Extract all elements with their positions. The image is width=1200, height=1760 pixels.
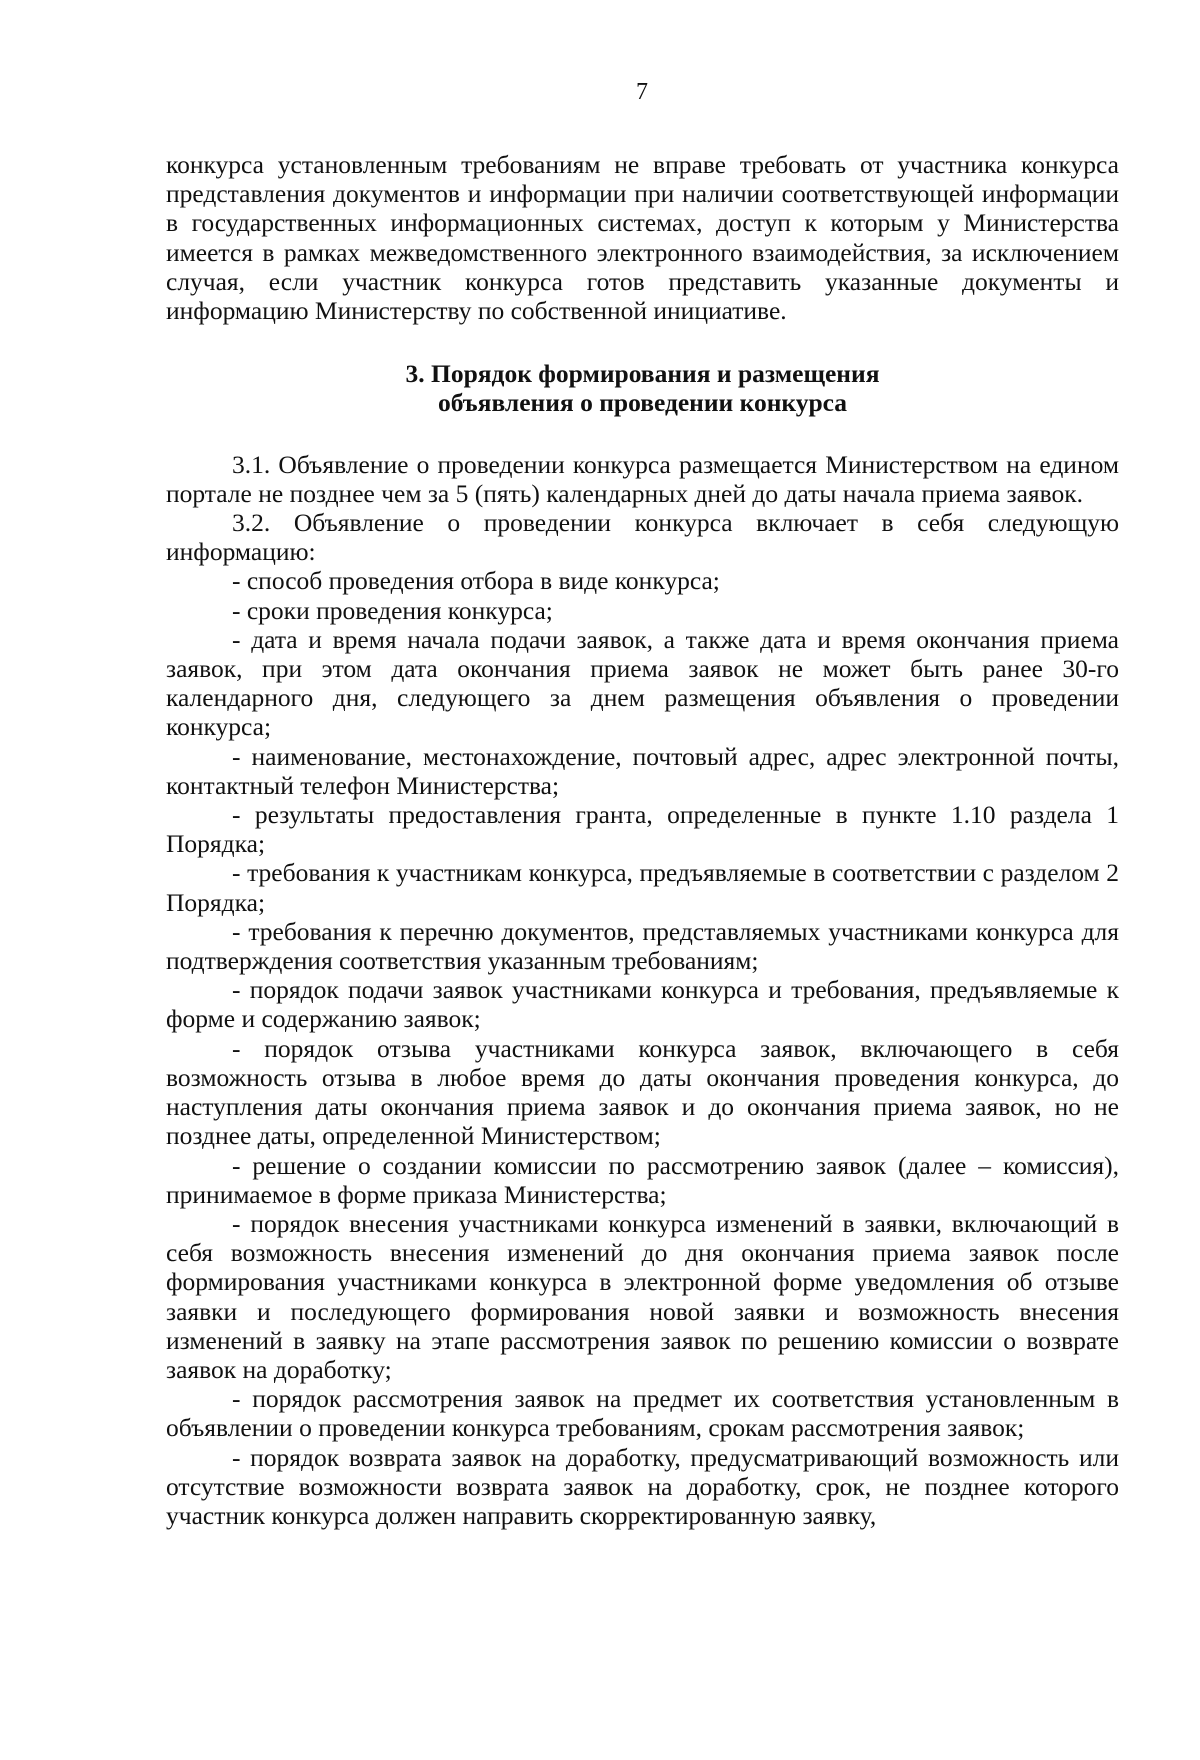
list-item: - решение о создании комиссии по рассмотрению заявок (далее – комиссия), принимаемое в форме приказа Министерства; xyxy=(166,1150,1119,1209)
list-item: - порядок рассмотрения заявок на предмет их соответствия установленным в объявлении о проведении конкурса требованиям, срокам рассмотрения заявок; xyxy=(166,1384,1119,1443)
list-item: - наименование, местонахождение, почтовый адрес, адрес электронной почты, контактный телефон Министерства; xyxy=(166,741,1119,800)
intro-paragraph: конкурса установленным требованиям не вправе требовать от участника конкурса представления документов и информации при наличии соответствующей информации в государственных информационных системах, доступ к которым у Министерства имеется в рамках межведомственного электронного взаимодействия, за исключением случая, если участник конкурса готов представить указанные документы и информацию Министерству по собственной инициативе. xyxy=(166,150,1119,326)
list-item: - порядок подачи заявок участниками конкурса и требования, предъявляемые к форме и содержанию заявок; xyxy=(166,975,1119,1034)
list-item: - способ проведения отбора в виде конкурса; xyxy=(232,566,720,596)
list-item: - результаты предоставления гранта, определенные в пункте 1.10 раздела 1 Порядка; xyxy=(166,800,1119,859)
list-item: - порядок возврата заявок на доработку, предусматривающий возможность или отсутствие возможности возврата заявок на доработку, срок, не позднее которого участник конкурса должен направить скорректированную заявку, xyxy=(166,1442,1119,1530)
list-item: - сроки проведения конкурса; xyxy=(232,595,553,625)
list-item: - порядок внесения участниками конкурса изменений в заявки, включающий в себя возможность внесения изменений до дня окончания приема заявок после формирования участниками конкурса в электронной форме уведомления об отзыве заявки и последующего формирования новой заявки и возможность внесения изменений в заявку на этапе рассмотрения заявок по решению комиссии о возврате заявок на доработку; xyxy=(166,1208,1119,1384)
section-heading-line-2: объявления о проведении конкурса xyxy=(437,388,848,418)
paragraph-3-2: 3.2. Объявление о проведении конкурса включает в себя следующую информацию: xyxy=(166,508,1119,567)
list-item: - требования к перечню документов, представляемых участниками конкурса для подтверждения соответствия указанным требованиям; xyxy=(166,916,1119,976)
section-heading-line-1: 3. Порядок формирования и размещения xyxy=(405,359,880,389)
section-heading xyxy=(166,359,1119,417)
list-item: - порядок отзыва участниками конкурса заявок, включающего в себя возможность отзыва в любое время до даты окончания проведения конкурса, до наступления даты окончания приема заявок и до окончания приема заявок, но не позднее даты, определенной Министерством; xyxy=(166,1033,1119,1151)
paragraph-3-1: 3.1. Объявление о проведении конкурса размещается Министерством на едином портале не позднее чем за 5 (пять) календарных дней до даты начала приема заявок. xyxy=(166,449,1119,508)
list-item: - дата и время начала подачи заявок, а также дата и время окончания приема заявок, при этом дата окончания приема заявок не может быть ранее 30-го календарного дня, следующего за днем размещения объявления о проведении конкурса; xyxy=(166,624,1119,742)
document-body xyxy=(166,150,1119,1530)
page-number: 7 xyxy=(636,79,648,105)
list-item: - требования к участникам конкурса, предъявляемые в соответствии с разделом 2 Порядка; xyxy=(166,858,1119,917)
